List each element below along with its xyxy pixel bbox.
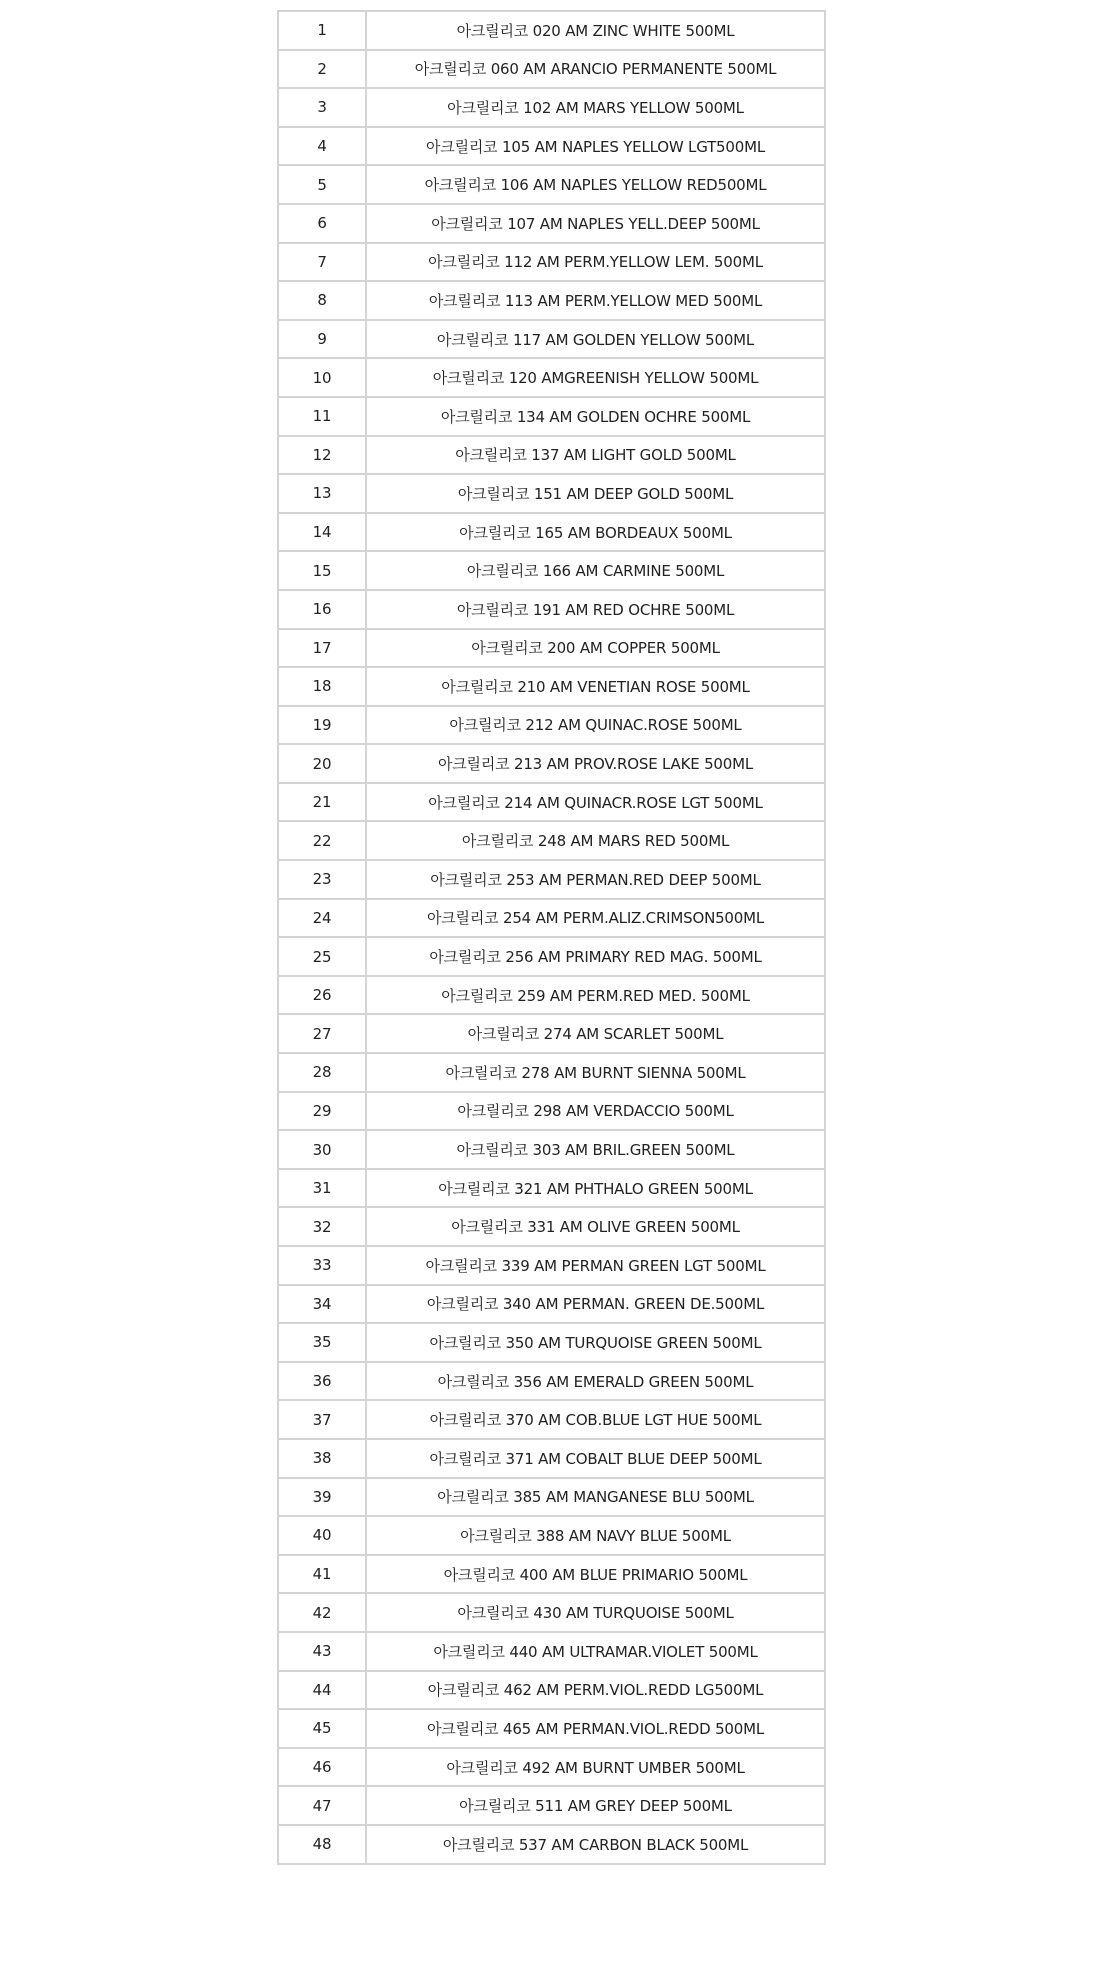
table-row [278, 1169, 825, 1208]
product-name-cell: 아크릴리코 191 AM RED OCHRE 500ML [366, 590, 825, 629]
table-row [278, 243, 825, 282]
row-number-cell: 18 [278, 667, 366, 706]
table-row [278, 590, 825, 629]
product-name-cell: 아크릴리코 331 AM OLIVE GREEN 500ML [366, 1207, 825, 1246]
row-number-cell: 4 [278, 127, 366, 166]
row-number-cell: 25 [278, 937, 366, 976]
row-number-cell: 17 [278, 629, 366, 668]
row-number-cell: 28 [278, 1053, 366, 1092]
row-number-cell: 12 [278, 436, 366, 475]
row-number-cell: 47 [278, 1786, 366, 1825]
product-name-cell: 아크릴리코 370 AM COB.BLUE LGT HUE 500ML [366, 1400, 825, 1439]
product-name-cell: 아크릴리코 350 AM TURQUOISE GREEN 500ML [366, 1323, 825, 1362]
table-row [278, 744, 825, 783]
product-table [277, 10, 826, 1865]
table-row [278, 1362, 825, 1401]
row-number-cell: 41 [278, 1555, 366, 1594]
table-row [278, 1555, 825, 1594]
row-number-cell: 21 [278, 783, 366, 822]
product-name-cell: 아크릴리코 356 AM EMERALD GREEN 500ML [366, 1362, 825, 1401]
table-row [278, 1825, 825, 1864]
row-number-cell: 46 [278, 1748, 366, 1787]
row-number-cell: 40 [278, 1516, 366, 1555]
product-name-cell: 아크릴리코 020 AM ZINC WHITE 500ML [366, 11, 825, 50]
product-name-cell: 아크릴리코 254 AM PERM.ALIZ.CRIMSON500ML [366, 899, 825, 938]
product-name-cell: 아크릴리코 274 AM SCARLET 500ML [366, 1014, 825, 1053]
table-row [278, 1709, 825, 1748]
table-row [278, 281, 825, 320]
table-row [278, 1478, 825, 1517]
table-row [278, 1207, 825, 1246]
row-number-cell: 20 [278, 744, 366, 783]
product-name-cell: 아크릴리코 105 AM NAPLES YELLOW LGT500ML [366, 127, 825, 166]
table-row [278, 474, 825, 513]
product-name-cell: 아크릴리코 537 AM CARBON BLACK 500ML [366, 1825, 825, 1864]
product-name-cell: 아크릴리코 256 AM PRIMARY RED MAG. 500ML [366, 937, 825, 976]
row-number-cell: 1 [278, 11, 366, 50]
table-row [278, 551, 825, 590]
table-row [278, 1439, 825, 1478]
table-row [278, 513, 825, 552]
row-number-cell: 33 [278, 1246, 366, 1285]
table-row [278, 1593, 825, 1632]
row-number-cell: 14 [278, 513, 366, 552]
table-row [278, 976, 825, 1015]
row-number-cell: 36 [278, 1362, 366, 1401]
product-name-cell: 아크릴리코 213 AM PROV.ROSE LAKE 500ML [366, 744, 825, 783]
product-name-cell: 아크릴리코 339 AM PERMAN GREEN LGT 500ML [366, 1246, 825, 1285]
table-row [278, 204, 825, 243]
table-row [278, 320, 825, 359]
row-number-cell: 26 [278, 976, 366, 1015]
product-name-cell: 아크릴리코 113 AM PERM.YELLOW MED 500ML [366, 281, 825, 320]
product-name-cell: 아크릴리코 465 AM PERMAN.VIOL.REDD 500ML [366, 1709, 825, 1748]
product-name-cell: 아크릴리코 253 AM PERMAN.RED DEEP 500ML [366, 860, 825, 899]
product-name-cell: 아크릴리코 117 AM GOLDEN YELLOW 500ML [366, 320, 825, 359]
table-row [278, 50, 825, 89]
table-row [278, 1632, 825, 1671]
product-name-cell: 아크릴리코 511 AM GREY DEEP 500ML [366, 1786, 825, 1825]
row-number-cell: 27 [278, 1014, 366, 1053]
product-name-cell: 아크릴리코 303 AM BRIL.GREEN 500ML [366, 1130, 825, 1169]
row-number-cell: 38 [278, 1439, 366, 1478]
table-row [278, 1246, 825, 1285]
product-name-cell: 아크릴리코 212 AM QUINAC.ROSE 500ML [366, 706, 825, 745]
row-number-cell: 16 [278, 590, 366, 629]
row-number-cell: 19 [278, 706, 366, 745]
product-name-cell: 아크릴리코 440 AM ULTRAMAR.VIOLET 500ML [366, 1632, 825, 1671]
row-number-cell: 15 [278, 551, 366, 590]
row-number-cell: 31 [278, 1169, 366, 1208]
row-number-cell: 44 [278, 1671, 366, 1710]
row-number-cell: 43 [278, 1632, 366, 1671]
row-number-cell: 42 [278, 1593, 366, 1632]
product-name-cell: 아크릴리코 060 AM ARANCIO PERMANENTE 500ML [366, 50, 825, 89]
table-row [278, 1130, 825, 1169]
product-name-cell: 아크릴리코 248 AM MARS RED 500ML [366, 821, 825, 860]
table-row [278, 397, 825, 436]
product-name-cell: 아크릴리코 166 AM CARMINE 500ML [366, 551, 825, 590]
product-name-cell: 아크릴리코 106 AM NAPLES YELLOW RED500ML [366, 165, 825, 204]
row-number-cell: 35 [278, 1323, 366, 1362]
row-number-cell: 24 [278, 899, 366, 938]
table-row [278, 860, 825, 899]
table-row [278, 11, 825, 50]
table-row [278, 1053, 825, 1092]
product-name-cell: 아크릴리코 137 AM LIGHT GOLD 500ML [366, 436, 825, 475]
row-number-cell: 39 [278, 1478, 366, 1517]
table-row [278, 1516, 825, 1555]
row-number-cell: 10 [278, 358, 366, 397]
table-row [278, 1285, 825, 1324]
table-row [278, 899, 825, 938]
row-number-cell: 11 [278, 397, 366, 436]
product-name-cell: 아크릴리코 371 AM COBALT BLUE DEEP 500ML [366, 1439, 825, 1478]
product-name-cell: 아크릴리코 298 AM VERDACCIO 500ML [366, 1092, 825, 1131]
row-number-cell: 8 [278, 281, 366, 320]
row-number-cell: 5 [278, 165, 366, 204]
product-name-cell: 아크릴리코 388 AM NAVY BLUE 500ML [366, 1516, 825, 1555]
table-row [278, 1400, 825, 1439]
row-number-cell: 48 [278, 1825, 366, 1864]
table-row [278, 667, 825, 706]
row-number-cell: 37 [278, 1400, 366, 1439]
row-number-cell: 2 [278, 50, 366, 89]
product-name-cell: 아크릴리코 120 AMGREENISH YELLOW 500ML [366, 358, 825, 397]
product-name-cell: 아크릴리코 112 AM PERM.YELLOW LEM. 500ML [366, 243, 825, 282]
product-name-cell: 아크릴리코 200 AM COPPER 500ML [366, 629, 825, 668]
row-number-cell: 6 [278, 204, 366, 243]
product-name-cell: 아크릴리코 385 AM MANGANESE BLU 500ML [366, 1478, 825, 1517]
product-name-cell: 아크릴리코 430 AM TURQUOISE 500ML [366, 1593, 825, 1632]
row-number-cell: 22 [278, 821, 366, 860]
row-number-cell: 23 [278, 860, 366, 899]
row-number-cell: 7 [278, 243, 366, 282]
product-name-cell: 아크릴리코 214 AM QUINACR.ROSE LGT 500ML [366, 783, 825, 822]
table-row [278, 88, 825, 127]
row-number-cell: 30 [278, 1130, 366, 1169]
table-row [278, 165, 825, 204]
table-row [278, 1323, 825, 1362]
product-name-cell: 아크릴리코 278 AM BURNT SIENNA 500ML [366, 1053, 825, 1092]
product-name-cell: 아크릴리코 102 AM MARS YELLOW 500ML [366, 88, 825, 127]
row-number-cell: 29 [278, 1092, 366, 1131]
product-name-cell: 아크릴리코 321 AM PHTHALO GREEN 500ML [366, 1169, 825, 1208]
table-row [278, 1748, 825, 1787]
table-row [278, 127, 825, 166]
product-name-cell: 아크릴리코 259 AM PERM.RED MED. 500ML [366, 976, 825, 1015]
product-name-cell: 아크릴리코 151 AM DEEP GOLD 500ML [366, 474, 825, 513]
table-row [278, 1014, 825, 1053]
table-row [278, 821, 825, 860]
table-row [278, 629, 825, 668]
product-name-cell: 아크릴리코 210 AM VENETIAN ROSE 500ML [366, 667, 825, 706]
table-row [278, 358, 825, 397]
row-number-cell: 45 [278, 1709, 366, 1748]
table-row [278, 1671, 825, 1710]
row-number-cell: 32 [278, 1207, 366, 1246]
table-row [278, 436, 825, 475]
row-number-cell: 34 [278, 1285, 366, 1324]
product-name-cell: 아크릴리코 340 AM PERMAN. GREEN DE.500ML [366, 1285, 825, 1324]
table-row [278, 783, 825, 822]
table-row [278, 1092, 825, 1131]
product-name-cell: 아크릴리코 400 AM BLUE PRIMARIO 500ML [366, 1555, 825, 1594]
table-row [278, 1786, 825, 1825]
row-number-cell: 3 [278, 88, 366, 127]
product-table-body [278, 11, 825, 1864]
table-row [278, 706, 825, 745]
row-number-cell: 13 [278, 474, 366, 513]
product-name-cell: 아크릴리코 462 AM PERM.VIOL.REDD LG500ML [366, 1671, 825, 1710]
product-name-cell: 아크릴리코 134 AM GOLDEN OCHRE 500ML [366, 397, 825, 436]
product-name-cell: 아크릴리코 107 AM NAPLES YELL.DEEP 500ML [366, 204, 825, 243]
product-name-cell: 아크릴리코 492 AM BURNT UMBER 500ML [366, 1748, 825, 1787]
table-row [278, 937, 825, 976]
product-name-cell: 아크릴리코 165 AM BORDEAUX 500ML [366, 513, 825, 552]
row-number-cell: 9 [278, 320, 366, 359]
